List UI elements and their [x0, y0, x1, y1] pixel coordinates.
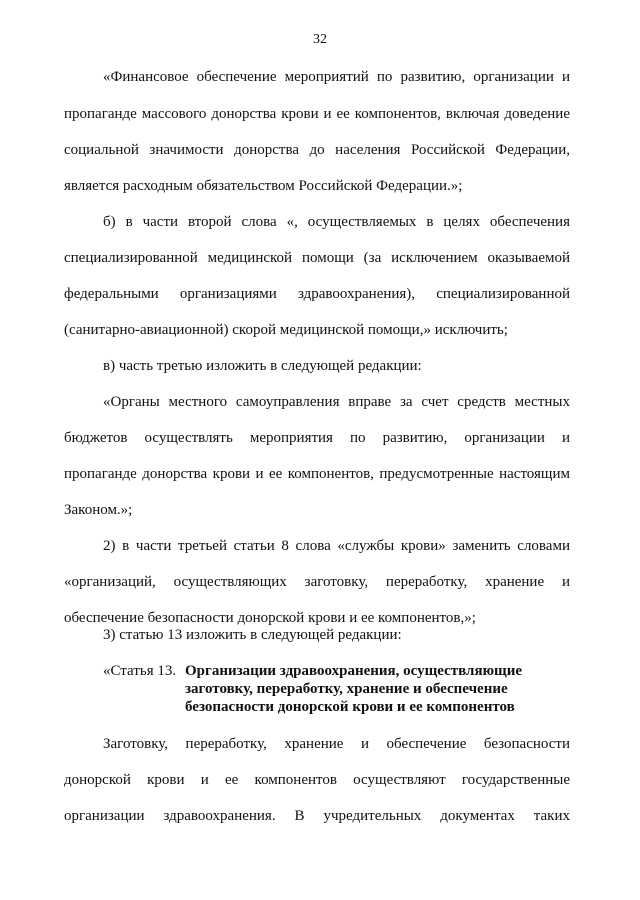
article-title-line: Организации здравоохранения, осуществляющие [185, 663, 523, 679]
paragraph-line: федеральными организациями здравоохранения), специализированной [64, 286, 570, 302]
paragraph-line: 3) статью 13 изложить в следующей редакции: [103, 627, 402, 643]
paragraph-line: «Финансовое обеспечение мероприятий по развитию, организации и [103, 69, 570, 85]
article-title-line: заготовку, переработку, хранение и обеспечение [185, 681, 508, 697]
paragraph-line: 2) в части третьей статьи 8 слова «службы крови» заменить словами [103, 538, 570, 554]
paragraph-line: является расходным обязательством Российской Федерации.»; [64, 178, 463, 194]
article-title-line: безопасности донорской крови и ее компонентов [185, 699, 515, 715]
paragraph-line: Законом.»; [64, 502, 133, 518]
page-number: 32 [313, 32, 327, 47]
paragraph-line: в) часть третью изложить в следующей редакции: [103, 358, 422, 374]
paragraph-line: «организаций, осуществляющих заготовку, переработку, хранение и [64, 574, 570, 590]
paragraph-line: пропаганде донорства крови и ее компонентов, предусмотренные настоящим [64, 466, 570, 482]
paragraph-line: бюджетов осуществлять мероприятия по развитию, организации и [64, 430, 570, 446]
article-label: «Статья 13. [103, 663, 177, 679]
paragraph-line: донорской крови и ее компонентов осуществляют государственные [64, 772, 570, 788]
paragraph-line: «Органы местного самоуправления вправе за счет средств местных [103, 394, 570, 410]
paragraph-line: б) в части второй слова «, осуществляемых в целях обеспечения [103, 214, 570, 230]
paragraph-line: (санитарно-авиационной) скорой медицинской помощи,» исключить; [64, 322, 508, 338]
paragraph-line: организации здравоохранения. В учредительных документах таких [64, 808, 570, 824]
article-heading [103, 662, 523, 715]
paragraph-line: специализированной медицинской помощи (за исключением оказываемой [64, 250, 570, 266]
paragraph-line: Заготовку, переработку, хранение и обеспечение безопасности [103, 736, 570, 752]
paragraph-line: обеспечение безопасности донорской крови и ее компонентов,»; [64, 610, 476, 626]
paragraph-line: социальной значимости донорства до населения Российской Федерации, [64, 142, 570, 158]
paragraph-line: пропаганде массового донорства крови и ее компонентов, включая доведение [64, 106, 570, 122]
